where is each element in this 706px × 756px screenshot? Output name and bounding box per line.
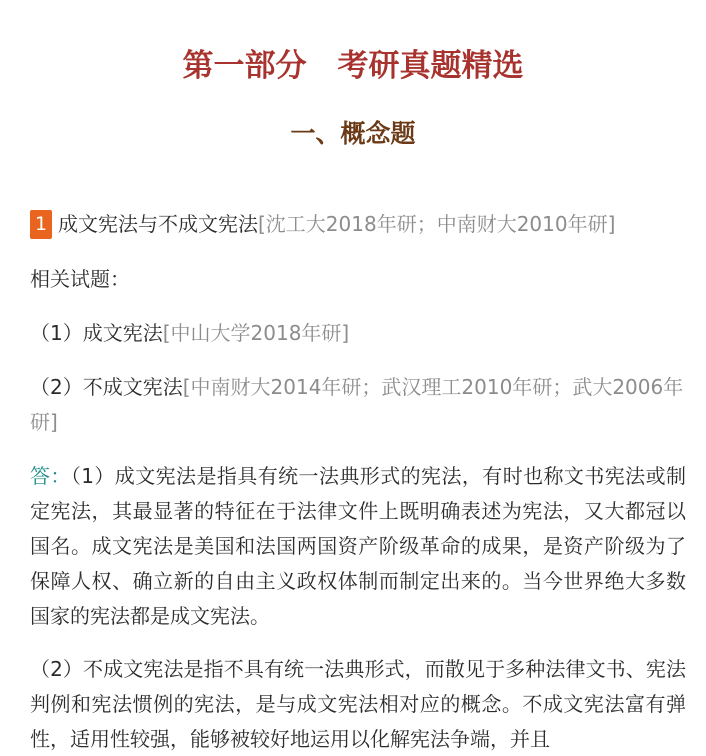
page-title: 第一部分 考研真题精选 bbox=[182, 48, 524, 84]
question-source: [沈工大2018年研；中南财大2010年研] bbox=[258, 212, 616, 236]
question-text: 成文宪法与不成文宪法 bbox=[58, 212, 258, 236]
answer-text-1: （1）成文宪法是指具有统一法典形式的宪法，有时也称文书宪法或制定宪法，其最显著的特征在于法律文件上既明确表述为宪法，又大都冠以国名。成文宪法是美国和法国两国资产阶级革命的成果，是资产阶级为了保障人权、确立新的自由主义政权体制而制定出来的。当今世界绝大多数国家的宪法都是成文宪法。 bbox=[30, 464, 687, 628]
related-item-text: 不成文宪法 bbox=[82, 375, 183, 399]
question-number-badge: 1 bbox=[30, 210, 52, 239]
answer-paragraph-1 bbox=[30, 459, 686, 634]
related-item-source: [中南财大2014年研；武汉理工2010年研；武大2006年研] bbox=[30, 375, 684, 434]
related-item-prefix: （1） bbox=[30, 321, 83, 345]
answer-label: 答： bbox=[30, 464, 71, 488]
related-item-2 bbox=[30, 370, 686, 440]
related-label: 相关试题： bbox=[30, 267, 130, 291]
answer-paragraph-2: （2）不成文宪法是指不具有统一法典形式，而散见于多种法律文书、宪法判例和宪法惯例的宪法，是与成文宪法相对应的概念。不成文宪法富有弹性，适用性较强，能够被较好地运用以化解宪法争端，并且 bbox=[30, 657, 686, 751]
question-line bbox=[30, 207, 615, 242]
related-item-source: [中山大学2018年研] bbox=[162, 321, 350, 345]
section-title: 一、概念题 bbox=[290, 119, 416, 148]
related-item-text: 成文宪法 bbox=[82, 321, 163, 345]
related-item-prefix: （2） bbox=[30, 375, 83, 399]
related-item-1 bbox=[30, 316, 686, 351]
